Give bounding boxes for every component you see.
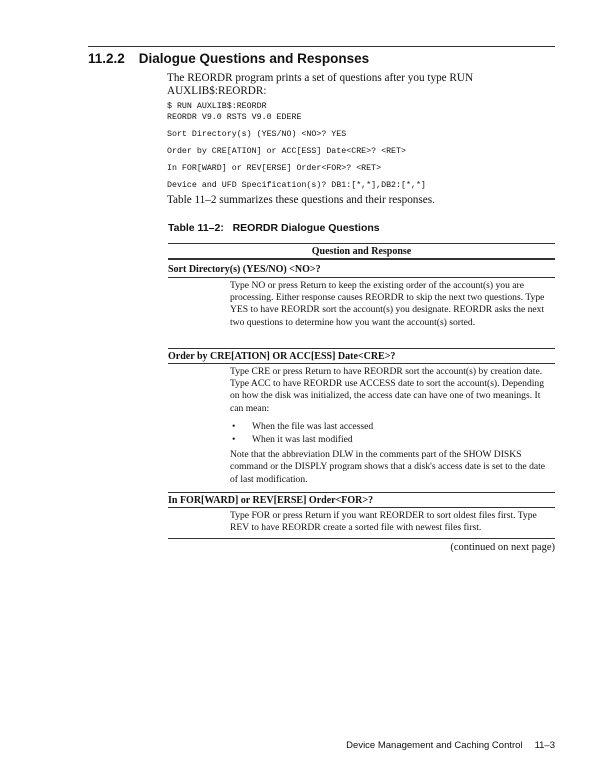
page-number: 11–3 (534, 740, 555, 751)
answer-sort-directory (230, 280, 555, 335)
continued-note: (continued on next page) (450, 542, 555, 553)
table-rule (168, 258, 555, 260)
code-line: Sort Directory(s) (YES/NO) <NO>? YES (167, 130, 347, 139)
intro-paragraph: The REORDR program prints a set of questions after you type RUN AUXLIB$:REORDR: (167, 72, 474, 97)
answer-forward-reverse (230, 510, 555, 540)
note-text: Note that the abbreviation DLW in the comments part of the SHOW DISKS command or the DISPLY program shows that a disk's access date is set to the date of last modification. (230, 449, 546, 485)
answer-text: Type FOR or press Return if you want REORDER to sort oldest files first. Type REV to have REORDR create a sorted file with newest files first. (230, 510, 537, 534)
table-rule (168, 348, 555, 349)
table-header: Question and Response (311, 246, 412, 257)
question-order-by: Order by CRE[ATION] OR ACC[ESS] Date<CRE>? (168, 351, 396, 362)
footer-title: Device Management and Caching Control (346, 740, 523, 751)
top-rule (88, 46, 555, 47)
table-rule (168, 277, 555, 278)
bullet-list (230, 421, 555, 446)
answer-text: Type NO or press Return to keep the existing order of the account(s) you are processing. Either response causes REORDR to skip the next two questions. Type YES to have REORDR sort the account(s) you designate. REORDR asks the next two questions to determine how you want the account(s) sorted. (230, 280, 545, 328)
question-forward-reverse: In FOR[WARD] or REV[ERSE] Order<FOR>? (168, 495, 374, 506)
table-rule (168, 243, 555, 244)
code-line: Order by CRE[ATION] or ACC[ESS] Date<CRE>? <RET> (167, 147, 406, 156)
page-footer (346, 740, 555, 751)
code-line: $ RUN AUXLIB$:REORDR (167, 102, 267, 111)
section-heading (88, 51, 369, 66)
table-title: Table 11–2: REORDR Dialogue Questions (168, 222, 380, 234)
section-number: 11.2.2 (88, 51, 125, 66)
code-line: In FOR[WARD] or REV[ERSE] Order<FOR>? <RET> (167, 164, 382, 173)
code-line: Device and UFD Specification(s)? DB1:[*,*],DB2:[*,*] (167, 181, 426, 190)
table-rule (168, 363, 555, 364)
answer-order-by (230, 366, 555, 492)
section-title: Dialogue Questions and Responses (138, 51, 370, 66)
table-rule (168, 492, 555, 493)
bullet-item: • When it was last modified (230, 434, 555, 446)
summary-paragraph: Table 11–2 summarizes these questions and their responses. (167, 194, 435, 206)
question-sort-directory: Sort Directory(s) (YES/NO) <NO>? (168, 264, 321, 275)
table-rule (168, 507, 555, 508)
bullet-item: • When the file was last accessed (230, 421, 555, 433)
answer-text: Type CRE or press Return to have REORDR sort the account(s) by creation date. Type ACC to have REORDR use ACCESS date to sort the account(s). Depending on how the disk was initialized, the access date can have one of two meanings. It can mean: (230, 366, 545, 414)
code-line: REORDR V9.0 RSTS V9.0 EDERE (167, 113, 302, 122)
table-rule (168, 538, 555, 539)
